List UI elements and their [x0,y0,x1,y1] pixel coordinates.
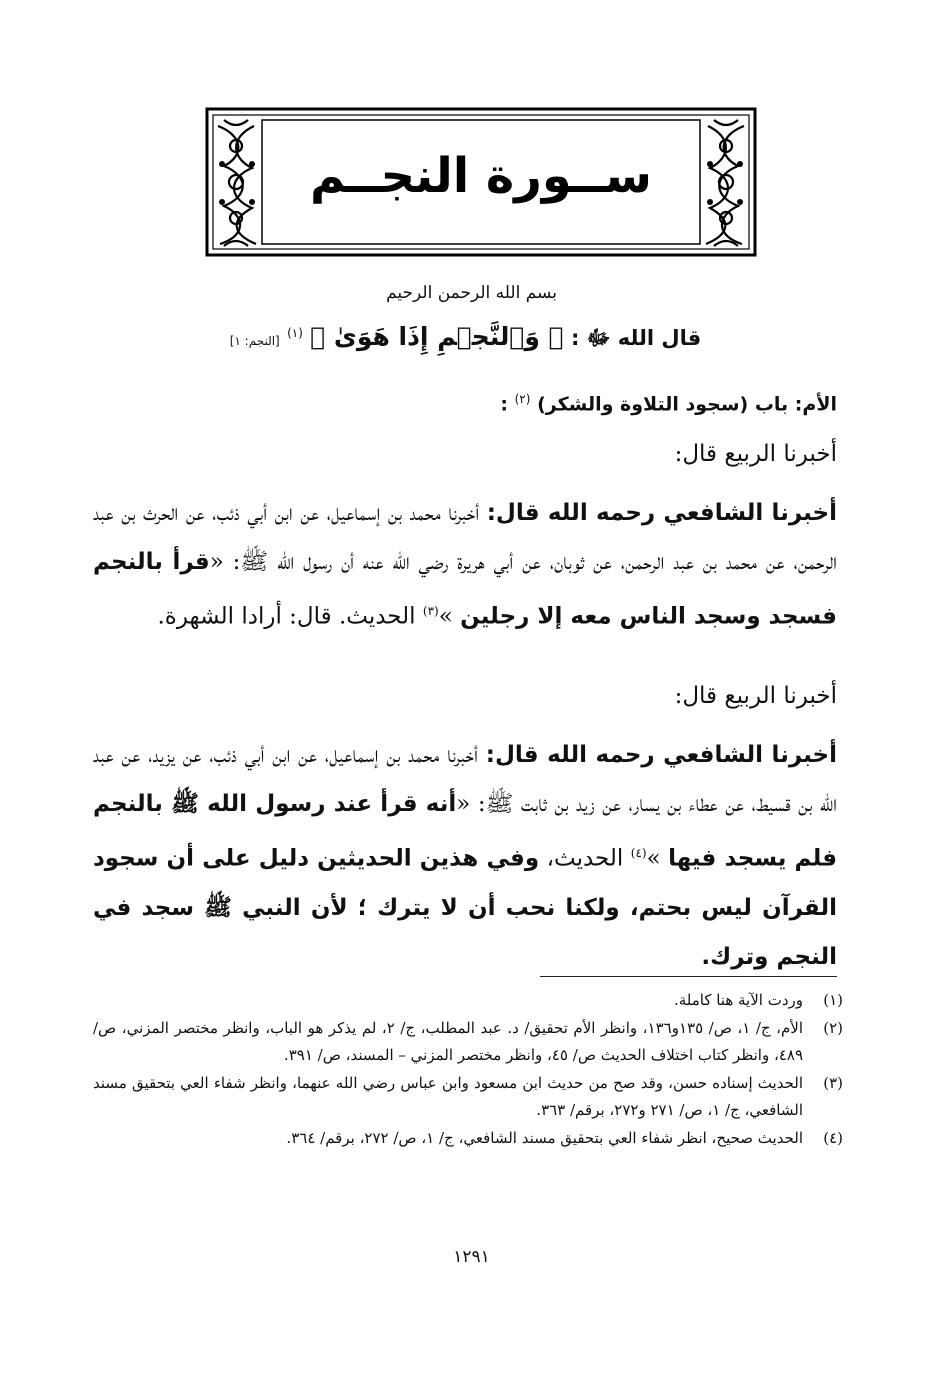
footnote-number: (٣) [823,1074,843,1092]
paragraph-1-intro: أخبرنا الربيع قال: [674,441,837,467]
paragraph-2-bold-start: أخبرنا الشافعي رحمه الله قال: [485,742,837,768]
verse-reference: [النجم: ١] [229,334,280,348]
paragraph-2-body [93,731,837,982]
paragraph-1-text-b: الحديث. قال: أرادا الشهرة. [157,603,423,630]
footnote-number: (٢) [823,1019,843,1037]
footnote-text: الحديث إسناده حسن، وقد صح من حديث ابن مسعود وابن عباس رضي الله عنهما، وانظر شفاء العي بتحقيق مسند الشافعي، ج/ ١، ص/ ٢٧١ و٢٧٢، برقم/ ٣٦٣. [93,1074,803,1119]
verse-line [224,322,707,356]
paragraph-1-body [93,489,837,642]
paragraph-2-text-a: أخبرنا محمد بن إسماعيل، عن ابن أبي ذئب، عن يزيد، عن عبد الله بن قسيط، عن عطاء بن يسار، عن زيد بن ثابت ﷺ: « [93,742,837,817]
paragraph-2-text-b: الحديث، [539,845,631,872]
paragraph-1 [93,430,837,642]
footnote-number: (٤) [823,1129,843,1147]
heading-suffix: : [500,393,508,416]
footnotes [93,987,843,1153]
heading-footnote-mark[interactable]: (٢) [514,392,531,406]
verse-intro: قال الله ﷻ : [570,326,702,350]
surah-title-frame [204,106,758,258]
basmala: بسم الله الرحمن الرحيم [386,283,557,303]
paragraph-2 [93,672,837,982]
paragraph-1-bold-start: أخبرنا الشافعي رحمه الله قال: [486,500,837,526]
paragraph-2-intro: أخبرنا الربيع قال: [674,683,837,709]
paragraph-2-quote-close: » [646,845,669,872]
paragraph-1-quote: قرأ بالنجم فسجد وسجد الناس معه إلا رجلين [93,549,837,630]
verse-footnote-mark[interactable]: (١) [287,326,303,340]
footnote-text: الأم، ج/ ١، ص/ ١٣٥و١٣٦، وانظر الأم تحقيق/ د. عبد المطلب، ج/ ٢، لم يذكر هو الباب، وانظر مختصر المزني، ص/ ٤٨٩، وانظر كتاب اختلاف الحديث ص/ ٤٥، وانظر مختصر المزني – المسند، ص/ ٣٩١. [93,1019,803,1064]
footnote-number: (١) [823,991,843,1009]
footnote-divider [540,976,837,977]
paragraph-2-bold-end: وفي هذين الحديثين دليل على أن سجود القرآن ليس بحتم، ولكنا نحب أن لا يترك ؛ لأن النبي ﷺ سجد في النجم وترك. [93,845,837,970]
footnote-item [93,987,843,1014]
page-number: ١٢٩١ [453,1247,490,1267]
footnote-item [93,1125,843,1152]
paragraph-1-footnote-mark[interactable]: (٣) [422,604,439,618]
paragraph-1-quote-close: » [438,603,461,630]
footnote-text: وردت الآية هنا كاملة. [673,991,803,1009]
footnote-item [93,1015,843,1069]
paragraph-2-footnote-mark[interactable]: (٤) [630,846,647,860]
surah-title: ســورة النجــم [310,148,652,204]
section-heading [93,392,837,415]
footnote-text: الحديث صحيح، انظر شفاء العي بتحقيق مسند الشافعي، ج/ ١، ص/ ٢٧٢، برقم/ ٣٦٤. [286,1129,803,1147]
footnote-item [93,1070,843,1124]
heading-label: الأم: باب (سجود التلاوة والشكر) [537,393,837,416]
verse-text: ﴿ وَٱلنَّجۡمِ إِذَا هَوَىٰ ﴾ [310,322,564,351]
paragraph-1-text-a: أخبرنا محمد بن إسماعيل، عن ابن أبي ذئب، عن الحرث بن عبد الرحمن، عن محمد بن عبد الرحمن، عن ثوبان، عن أبي هريرة رضي الله عنه أن رسول الله ﷺ: « [93,500,837,575]
paragraph-2-quote: أنه قرأ عند رسول الله ﷺ بالنجم فلم يسجد فيها [93,791,838,872]
